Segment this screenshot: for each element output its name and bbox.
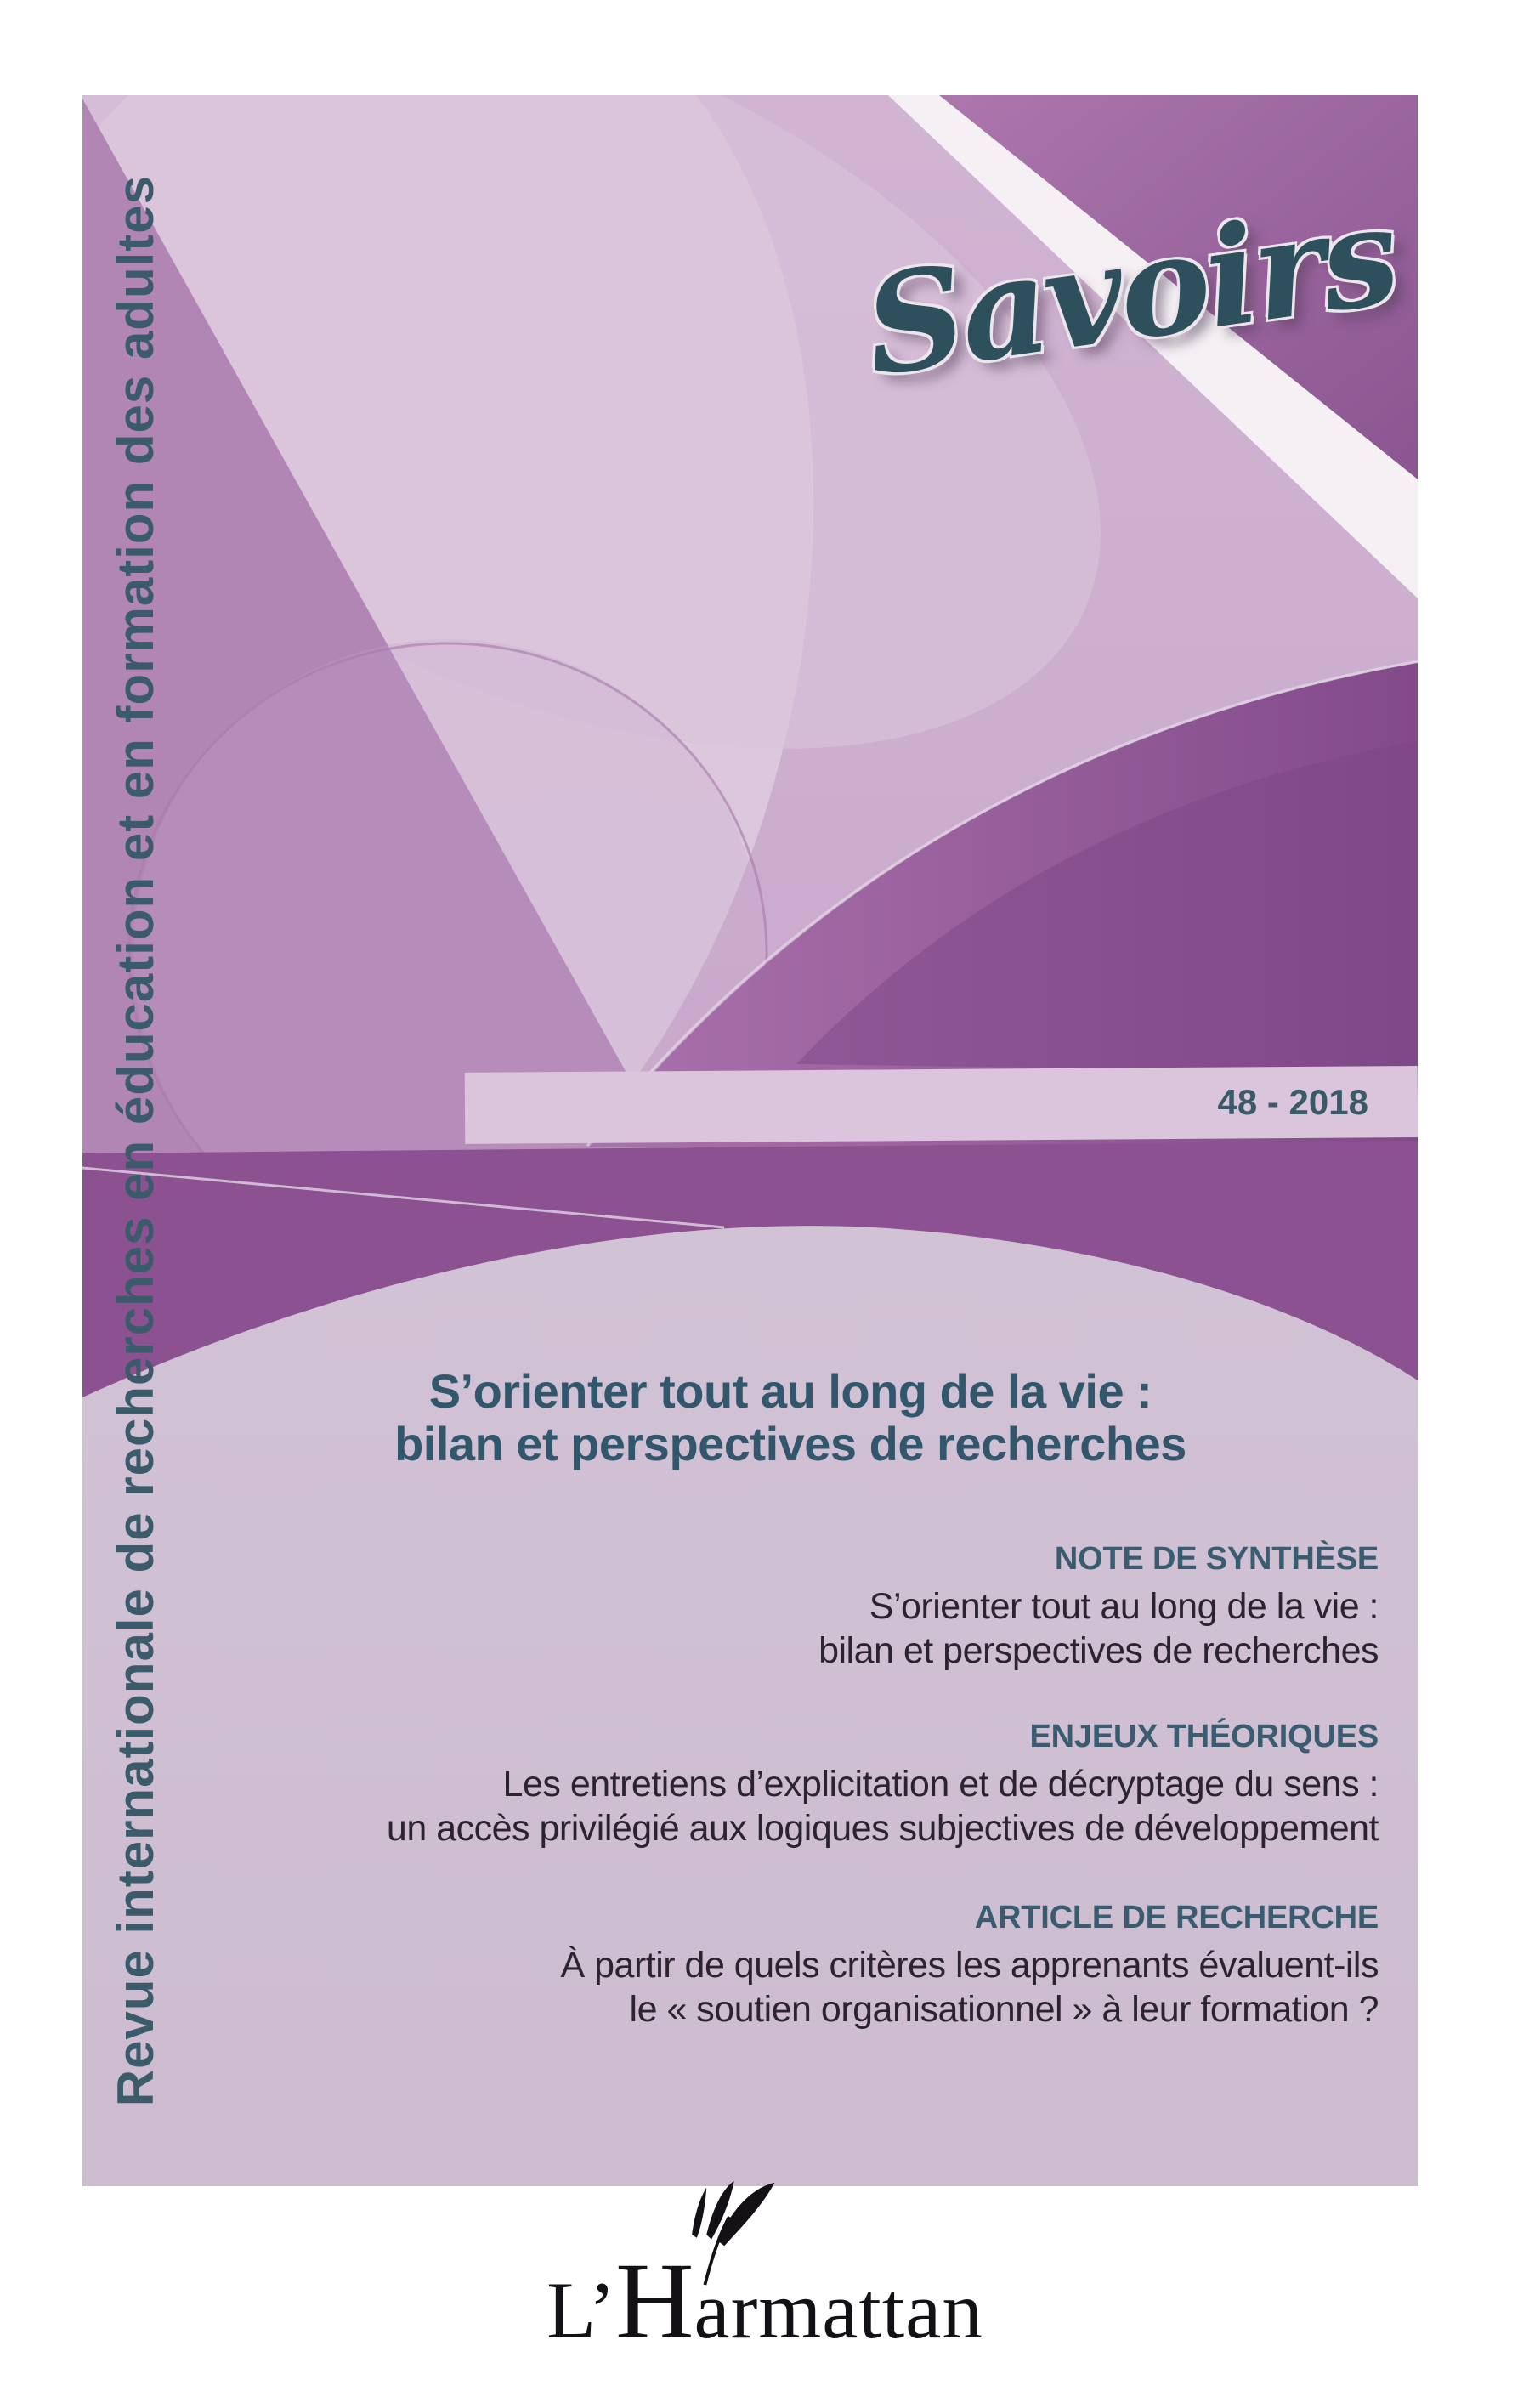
publisher-name-part: H — [615, 2241, 694, 2361]
journal-logo: Savoirs — [855, 174, 1406, 407]
publisher-logo — [476, 2241, 1054, 2361]
toc-line: bilan et perspectives de recherches — [818, 1630, 1379, 1671]
cover-title-line2: bilan et perspectives de recherches — [394, 1416, 1186, 1470]
toc-section-header: NOTE DE SYNTHÈSE — [1054, 1541, 1379, 1577]
publisher-name-part: L’ — [546, 2265, 616, 2355]
toc-section-article — [240, 1899, 1379, 2031]
cover-artwork — [82, 95, 1418, 2186]
toc-line: le « soutien organisationnel » à leur formation ? — [629, 1989, 1379, 2030]
toc-line: S’orienter tout au long de la vie : — [869, 1586, 1379, 1627]
publisher-name-part: armattan — [694, 2265, 983, 2355]
toc-section-header: ARTICLE DE RECHERCHE — [974, 1900, 1379, 1935]
cover — [82, 95, 1418, 2186]
cover-title — [280, 1365, 1300, 1470]
toc-line: Les entretiens d’explicitation et de décryptage du sens : — [502, 1764, 1379, 1805]
toc-line: un accès privilégié aux logiques subjectives de développement — [386, 1808, 1379, 1849]
journal-subtitle-text: Revue internationale de recherches en éducation et en formation des adultes — [106, 174, 164, 2107]
cover-title-line1: S’orienter tout au long de la vie : — [428, 1364, 1152, 1418]
toc-section-enjeux — [240, 1718, 1379, 1850]
journal-subtitle-vertical — [82, 95, 189, 2186]
toc-line: À partir de quels critères les apprenants évaluent-ils — [560, 1945, 1379, 1986]
toc-section-header: ENJEUX THÉORIQUES — [1029, 1719, 1379, 1754]
issue-number: 48 - 2018 — [1217, 1082, 1368, 1122]
toc-section-note — [240, 1540, 1379, 1673]
